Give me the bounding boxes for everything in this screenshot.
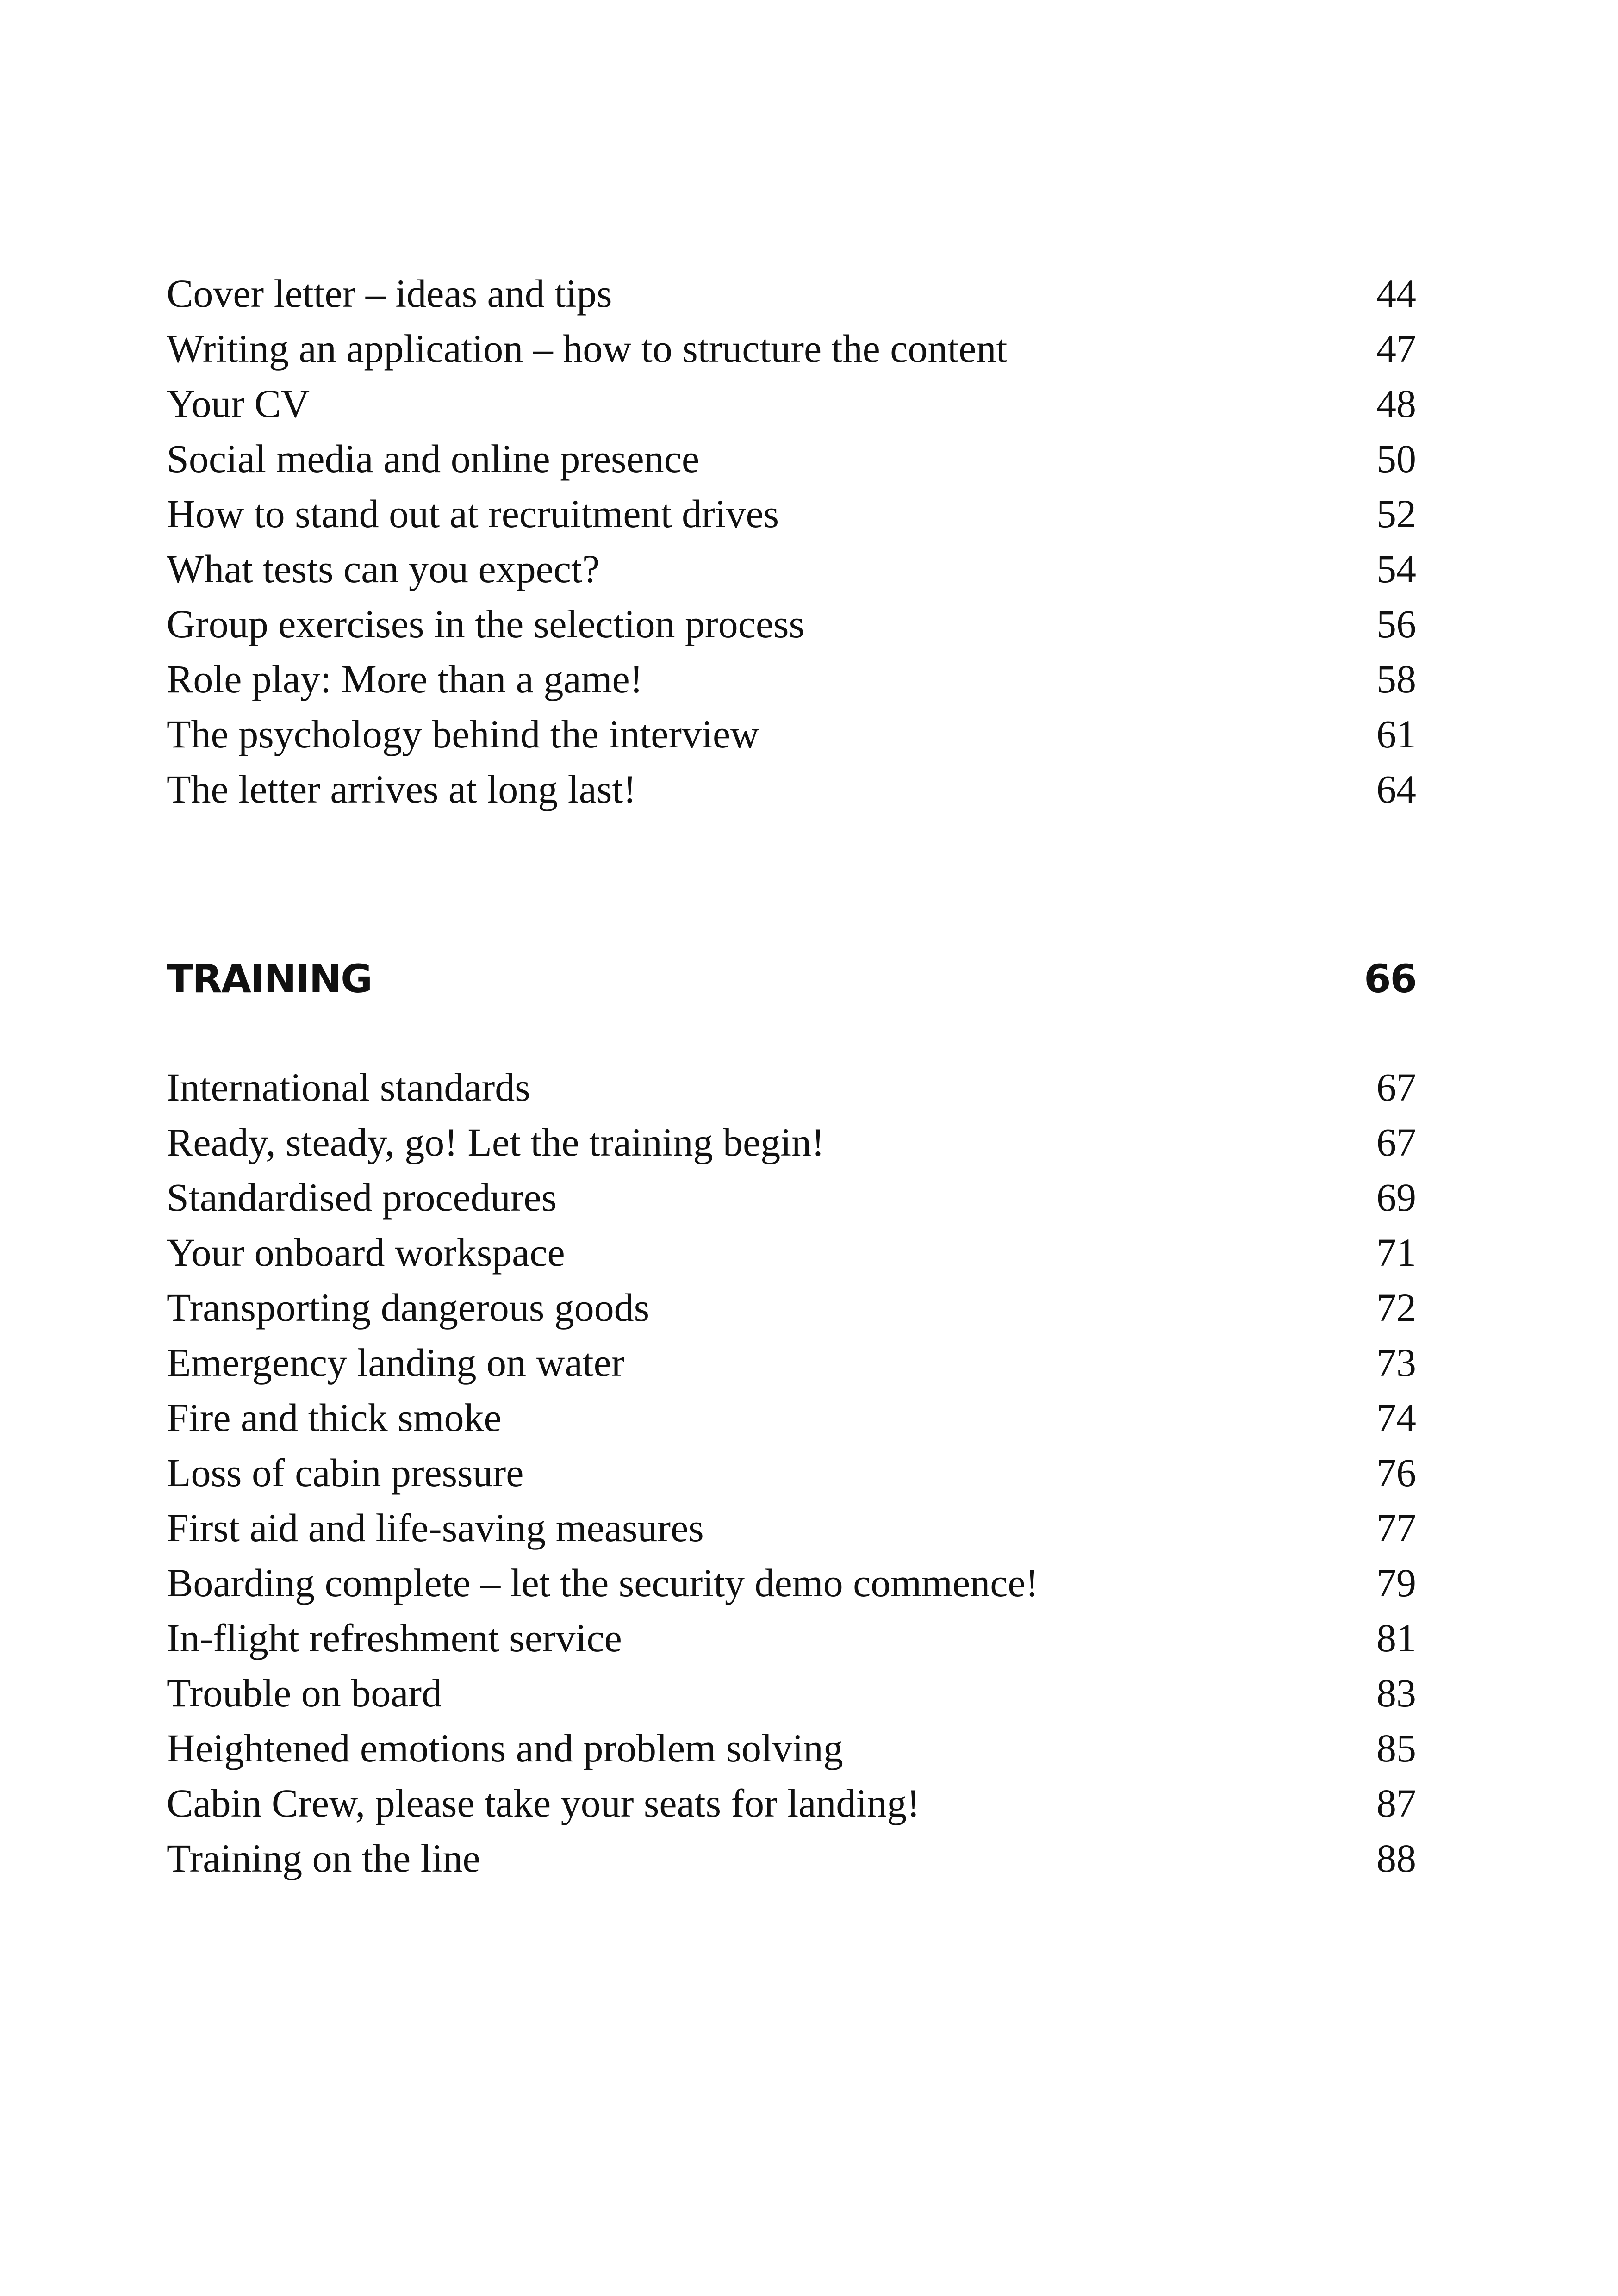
toc-entry-page: 87: [1376, 1781, 1416, 1825]
toc-entry-page: 71: [1376, 1230, 1416, 1275]
toc-entry-title: Loss of cabin pressure: [167, 1450, 524, 1495]
toc-entry-page: 67: [1376, 1120, 1416, 1164]
toc-entry-page: 56: [1376, 602, 1416, 646]
toc-list-application: [167, 266, 1416, 817]
toc-entry-title: International standards: [167, 1065, 530, 1109]
toc-entry-page: 79: [1376, 1561, 1416, 1605]
toc-entry-title: Cabin Crew, please take your seats for landing!: [167, 1781, 920, 1825]
toc-entry-title: Writing an application – how to structure the content: [167, 326, 1008, 371]
toc-entry-page: 85: [1376, 1726, 1416, 1770]
toc-entry-page: 77: [1376, 1506, 1416, 1550]
toc-entry: [167, 431, 1416, 486]
toc-entry-title: Fire and thick smoke: [167, 1395, 502, 1440]
toc-entry: [167, 321, 1416, 376]
toc-entry-page: 54: [1376, 547, 1416, 591]
toc-entry-title: What tests can you expect?: [167, 547, 600, 591]
toc-entry-title: Heightened emotions and problem solving: [167, 1726, 843, 1770]
toc-entry-page: 74: [1376, 1395, 1416, 1440]
toc-list-training: [167, 1060, 1416, 1886]
toc-entry-page: 64: [1376, 767, 1416, 811]
toc-entry-title: Training on the line: [167, 1836, 480, 1880]
toc-entry-title: The psychology behind the interview: [167, 712, 759, 756]
section-heading-title: TRAINING: [167, 956, 372, 1002]
toc-entry-page: 50: [1376, 436, 1416, 481]
toc-entry-title: First aid and life-saving measures: [167, 1506, 704, 1550]
toc-entry: [167, 1280, 1416, 1335]
toc-entry-page: 81: [1376, 1616, 1416, 1660]
toc-entry-title: Cover letter – ideas and tips: [167, 271, 612, 316]
toc-entry-page: 52: [1376, 492, 1416, 536]
toc-entry: [167, 1115, 1416, 1170]
toc-entry: [167, 1390, 1416, 1445]
toc-entry: [167, 1335, 1416, 1390]
toc-entry-title: Your CV: [167, 381, 310, 426]
toc-entry-page: 61: [1376, 712, 1416, 756]
toc-entry: [167, 1500, 1416, 1556]
toc-entry: [167, 1060, 1416, 1115]
toc-entry-title: Role play: More than a game!: [167, 657, 643, 701]
toc-entry-page: 83: [1376, 1671, 1416, 1715]
toc-entry-page: 69: [1376, 1175, 1416, 1220]
toc-entry: [167, 266, 1416, 321]
toc-entry: [167, 597, 1416, 652]
toc-entry-title: Transporting dangerous goods: [167, 1285, 650, 1330]
toc-entry: [167, 707, 1416, 762]
toc-entry-page: 88: [1376, 1836, 1416, 1880]
toc-entry-title: In-flight refreshment service: [167, 1616, 622, 1660]
toc-entry: [167, 1666, 1416, 1721]
toc-entry: [167, 376, 1416, 431]
toc-entry-title: Social media and online presence: [167, 436, 700, 481]
toc-entry: [167, 1445, 1416, 1500]
toc-entry-title: Standardised procedures: [167, 1175, 557, 1220]
toc-entry: [167, 486, 1416, 541]
toc-entry-title: Group exercises in the selection process: [167, 602, 804, 646]
toc-entry: [167, 1776, 1416, 1831]
toc-entry-page: 48: [1376, 381, 1416, 426]
toc-entry-page: 72: [1376, 1285, 1416, 1330]
toc-entry-page: 58: [1376, 657, 1416, 701]
toc-entry: [167, 1556, 1416, 1611]
section-heading-page: 66: [1364, 956, 1416, 1002]
section-heading-training: [167, 951, 1416, 1007]
toc-entry: [167, 541, 1416, 597]
toc-entry-title: Your onboard workspace: [167, 1230, 565, 1275]
toc-entry-title: Emergency landing on water: [167, 1340, 625, 1385]
toc-entry-page: 44: [1376, 271, 1416, 316]
toc-entry: [167, 1721, 1416, 1776]
toc-entry-page: 47: [1376, 326, 1416, 371]
toc-entry-page: 67: [1376, 1065, 1416, 1109]
toc-entry: [167, 1170, 1416, 1225]
toc-entry-page: 76: [1376, 1450, 1416, 1495]
toc-entry: [167, 652, 1416, 707]
toc-entry-title: Ready, steady, go! Let the training begin!: [167, 1120, 825, 1164]
toc-entry-title: Trouble on board: [167, 1671, 442, 1715]
toc-entry: [167, 1225, 1416, 1280]
toc-entry-title: How to stand out at recruitment drives: [167, 492, 779, 536]
toc-entry: [167, 1611, 1416, 1666]
toc-entry: [167, 762, 1416, 817]
toc-entry-title: Boarding complete – let the security demo commence!: [167, 1561, 1039, 1605]
toc-entry: [167, 1831, 1416, 1886]
toc-entry-page: 73: [1376, 1340, 1416, 1385]
toc-entry-title: The letter arrives at long last!: [167, 767, 636, 811]
